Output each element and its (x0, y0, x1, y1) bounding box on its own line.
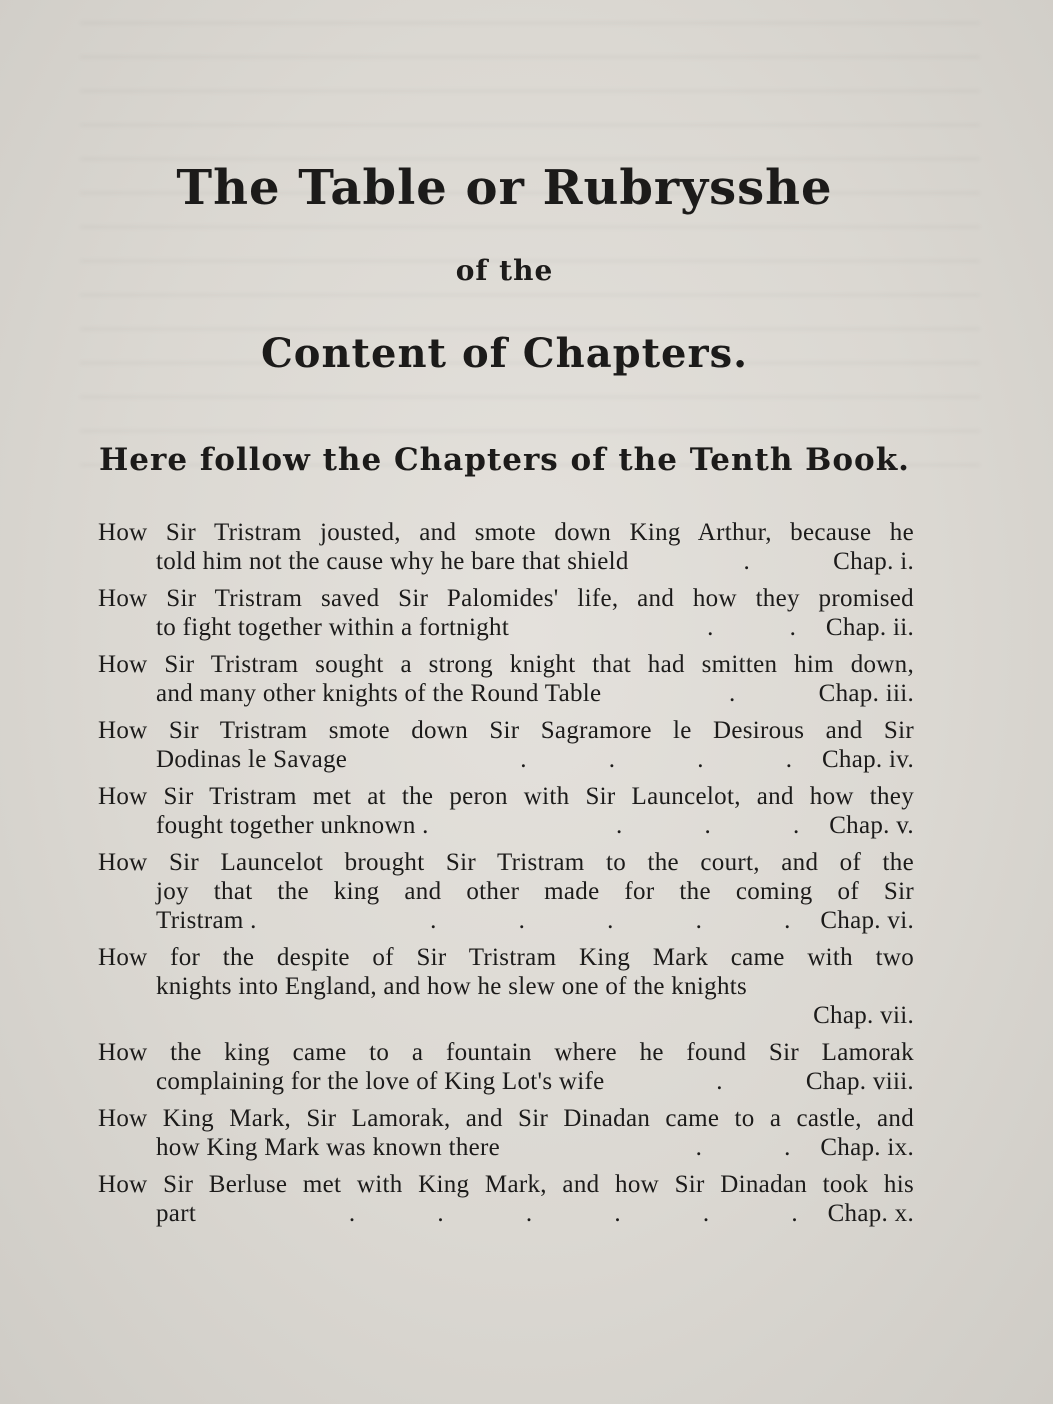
toc-entry (98, 1038, 914, 1096)
chapter-number: Chap. ix. (820, 1134, 914, 1161)
entry-first-line: How the king came to a fountain where he found Sir Lamorak (98, 1039, 914, 1066)
entry-continuation (98, 811, 914, 840)
entry-text: to fight together within a fortnight (156, 614, 510, 641)
entry-text: and many other knights of the Round Table (156, 680, 602, 707)
leader-dots: . . (695, 1134, 791, 1161)
leader-dots: . (743, 548, 750, 575)
leader-dots: . (729, 680, 736, 707)
entry-first-line: How King Mark, Sir Lamorak, and Sir Dinadan came to a castle, and (98, 1105, 914, 1132)
chapter-number: Chap. iii. (818, 680, 914, 707)
toc-entry (98, 650, 914, 708)
chapter-number: Chap. i. (833, 548, 914, 575)
chapter-number: Chap. v. (829, 812, 914, 839)
chapter-number: Chap. viii. (805, 1068, 914, 1095)
leader-dots: . (716, 1068, 723, 1095)
entry-continuation (98, 547, 914, 576)
leader-dots: . . (707, 614, 796, 641)
chapter-number: Chap. x. (827, 1200, 914, 1227)
entry-first-line: How for the despite of Sir Tristram King Mark came with two (98, 944, 914, 971)
entry-continuation (98, 1067, 914, 1096)
entry-text: Tristram . (156, 907, 257, 934)
entry-first-line: How Sir Berluse met with King Mark, and how Sir Dinadan took his (98, 1171, 914, 1198)
book-heading: Here follow the Chapters of the Tenth Book. (99, 442, 910, 478)
toc-entry (98, 584, 914, 642)
entry-text: complaining for the love of King Lot's wife (156, 1068, 605, 1095)
entry-continuation (98, 877, 914, 906)
toc-entry (98, 518, 914, 576)
leader-dots: . . . . . (430, 907, 791, 934)
chapter-number: Chap. ii. (825, 614, 914, 641)
entry-continuation (98, 1133, 914, 1162)
leader-dots: . . . (615, 812, 800, 839)
entry-continuation (98, 679, 914, 708)
entry-text: joy that the king and other made for the coming of Sir (156, 878, 914, 905)
entry-text: told him not the cause why he bare that shield (156, 548, 629, 575)
toc-entry (98, 1104, 914, 1162)
entry-first-line: How Sir Tristram saved Sir Palomides' life, and how they promised (98, 585, 914, 612)
entry-text: how King Mark was known there (156, 1134, 501, 1161)
entry-first-line: How Sir Tristram met at the peron with Sir Launcelot, and how they (98, 783, 914, 810)
chapters-heading: Content of Chapters. (260, 330, 749, 377)
entry-continuation (98, 906, 914, 935)
entry-text: fought together unknown . (156, 812, 429, 839)
entry-continuation (98, 1199, 914, 1228)
entry-first-line: How Sir Tristram sought a strong knight that had smitten him down, (98, 651, 914, 678)
leader-dots: . . . . . . (348, 1200, 798, 1227)
chapter-number: Chap. vi. (820, 907, 914, 934)
entry-continuation (98, 613, 914, 642)
entry-text: part (156, 1200, 197, 1227)
show-through-text (80, 0, 980, 480)
entry-first-line: How Sir Tristram smote down Sir Sagramore le Desirous and Sir (98, 717, 914, 744)
leader-dots: . . . . (520, 746, 792, 773)
page-title: The Table or Rubrysshe (176, 160, 833, 216)
entry-first-line: How Sir Tristram jousted, and smote down King Arthur, because he (98, 519, 914, 546)
entry-text: knights into England, and how he slew one of the knights (156, 973, 748, 1000)
entry-continuation (98, 745, 914, 774)
toc-entry (98, 943, 914, 1030)
toc-entry (98, 782, 914, 840)
toc-entry (98, 848, 914, 935)
entry-text: Dodinas le Savage (156, 746, 348, 773)
table-of-contents (98, 518, 914, 1236)
entry-first-line: How Sir Launcelot brought Sir Tristram to the court, and of the (98, 849, 914, 876)
page-subtitle: of the (455, 254, 554, 287)
chapter-number: Chap. iv. (821, 746, 914, 773)
toc-entry (98, 716, 914, 774)
chapter-number: Chap. vii. (813, 1002, 914, 1029)
toc-entry (98, 1170, 914, 1228)
